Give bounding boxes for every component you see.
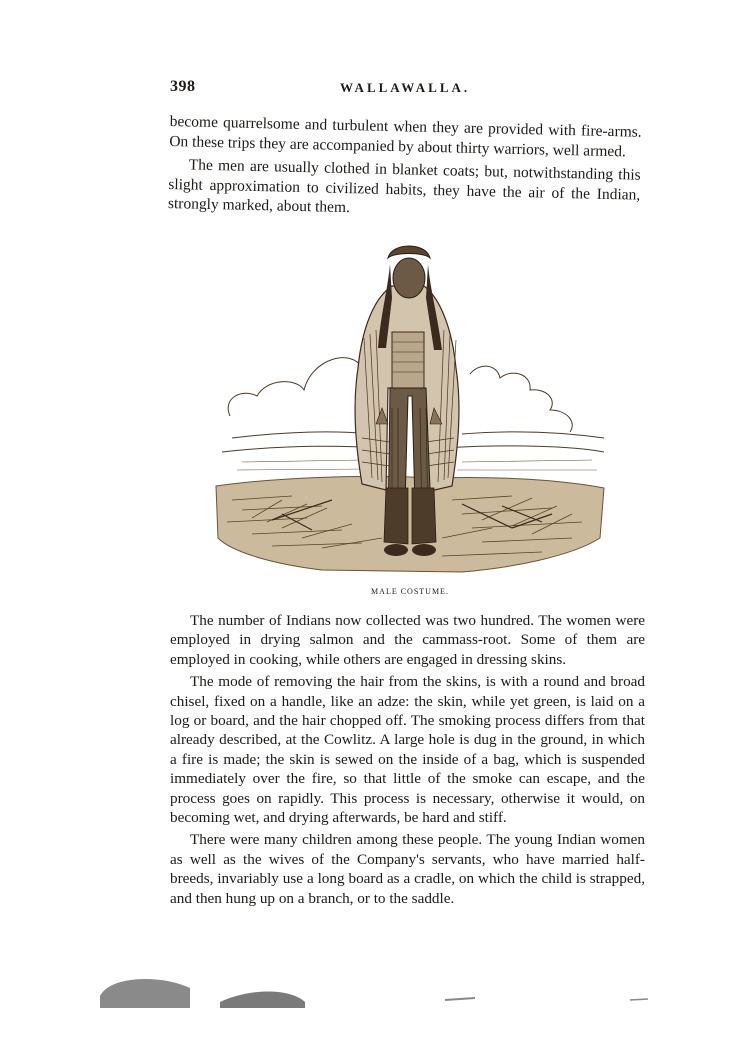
paragraph: There were many children among these people. The young Indian women as well as the wives of the Company's servants, who have married half-breeds, invariably use a long board as a cradle, on which the child is strapped, and then hung up on a branch, or to the saddle. [170,831,645,907]
paragraph: The number of Indians now collected was two hundred. The women were employed in drying salmon and the cammass-root. Some of them are employed in cooking, while others are engaged in dressing skins. [170,612,645,668]
running-head: WALLAWALLA. [340,80,471,95]
paragraph: The mode of removing the hair from the skins, is with a round and broad chisel, fixed on a handle, like an adze: the skin, while yet green, is laid on a log or board, and the hair chopped off. The smoking process differs from that already described, at the Cowlitz. A large hole is dug in the ground, in which a fire is made; the skin is sewed on the inside of a bag, which is suspended immediately over the fire, so that little of the smoke can escape, and the process goes on rapidly. This process is necessary, otherwise it would, on becoming wet, and drying afterwards, be hard and stiff. [170,673,645,827]
top-text-block [168,112,642,225]
paragraph: The men are usually clothed in blanket coats; but, notwithstanding this slight approximation to civilized habits, they have the air of the Indian, strongly marked, about them. [167,156,641,217]
engraving-illustration [212,238,608,583]
paragraph-continued: become quarrelsome and turbulent when they are provided with fire-arms. On these trips they are accompanied by about thirty warriors, well armed. [169,112,642,160]
scan-edge-artifact [100,968,660,1008]
bottom-text-block [170,611,645,908]
figure-caption: MALE COSTUME. [371,587,449,596]
engraving-male-costume [212,238,608,583]
page-number: 398 [170,78,196,95]
